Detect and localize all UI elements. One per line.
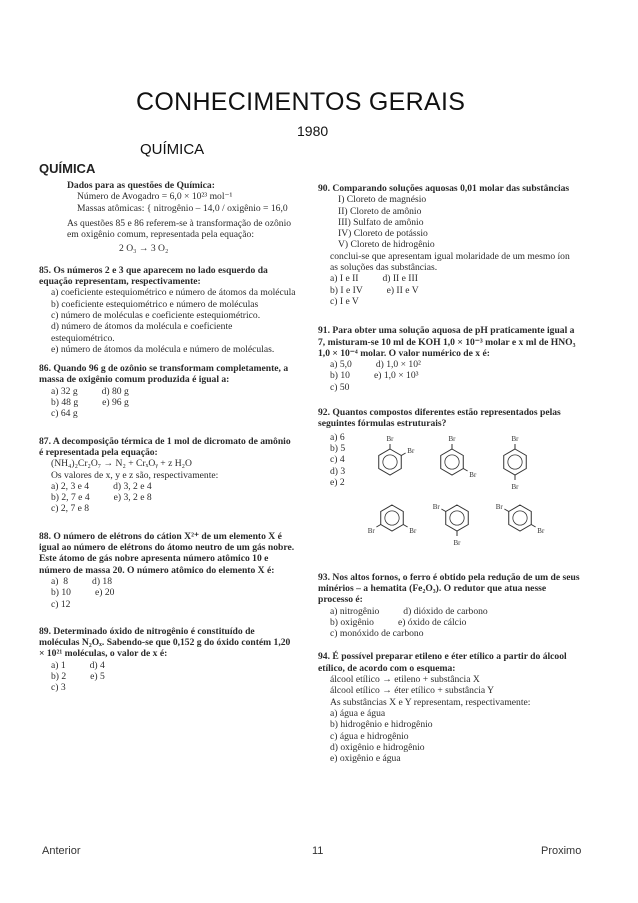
next-link[interactable]: Proximo [541,845,582,857]
question-85: 85. Os números 2 e 3 que aparecem no lado esquerdo da equação representam, respectivamente: [39,264,268,288]
q87-options-row2: b) 2, 7 e 4 e) 3, 2 e 8 [51,492,152,504]
page-number: 11 [312,845,324,857]
q94-option-b: b) hidrogênio e hidrogênio [330,719,433,731]
data-intro: Dados para as questões de Química: [67,180,215,191]
ozone-equation: 2 O₃ → 3 O₂ [119,243,169,255]
year-label: 1980 [297,123,329,139]
q90-options-row2: b) I e IV e) II e V [330,284,419,296]
q85-option-d: d) número de átomos da molécula e coeficiente estequiométrico. [51,321,233,344]
question-89: 89. Determinado óxido de nitrogênio é constituído de moléculas N₂Oₓ. Sabendo-se que 0,152 g do óxido contém 1,20 × 10²¹ moléculas, o valor de x é: [39,625,291,660]
dichromate-equation: (NH₄)₂Cr₂O₇ → N₂ + CrₓOᵧ + z H₂O [51,458,192,470]
q92-option-c: c) 4 [330,454,345,466]
q92-option-a: a) 6 [330,431,345,443]
q91-options-row3: c) 50 [330,381,350,393]
bromine-label: Br [537,526,545,535]
q88-options-row1: a) 8 d) 18 [51,575,113,587]
benzene-ring-2 [441,435,477,479]
question-90: 90. Comparando soluções aquosas 0,01 molar das substâncias [318,183,570,194]
q86-options-row1: a) 32 g d) 80 g [51,385,129,397]
bromine-label: Br [409,526,417,535]
bromine-label: Br [453,538,461,547]
q85-option-e: e) número de átomos da molécula e número de moléculas. [51,343,275,355]
q89-options-row1: a) 1 d) 4 [51,659,105,671]
q87-options-row3: c) 2, 7 e 8 [51,503,90,515]
q90-item-1: I) Cloreto de magnésio [338,194,427,206]
q94-scheme-2: álcool etílico → éter etílico + substância Y [330,685,495,697]
q85-option-a: a) coeficiente estequiométrico e número de átomos da molécula [51,287,296,299]
atomic-masses-line: Massas atômicas: { nitrogênio – 14,0 / oxigênio = 16,0 [77,202,288,214]
benzene-ring-3 [504,435,527,491]
structural-formulas [367,430,580,550]
page-title: CONHECIMENTOS GERAIS [136,88,466,116]
q93-options-row1: a) nitrogênio d) dióxido de carbono [330,605,488,617]
q89-options-row3: c) 3 [51,682,66,694]
bromine-label: Br [432,502,440,511]
question-87: 87. A decomposição térmica de 1 mol de dicromato de amônio é representada pela equação: [39,435,291,458]
q93-options-row3: c) monóxido de carbono [330,628,424,640]
q86-options-row2: b) 48 g e) 96 g [51,397,129,409]
q85-option-b: b) coeficiente estequiométrico e número de moléculas [51,298,259,310]
left-column [39,180,297,694]
q90-item-5: V) Cloreto de hidrogênio [338,239,435,251]
avogadro-line: Número de Avogadro = 6,0 × 10²³ mol⁻¹ [77,191,233,203]
bromine-label: Br [367,526,375,535]
q90-conclusion: conclui-se que apresentam igual molaridade de um mesmo íon as soluções das substâncias. [330,250,570,274]
question-92: 92. Quantos compostos diferentes estão representados pelas seguintes fórmulas estruturais? [318,407,561,430]
q85-option-c: c) número de moléculas e coeficiente estequiométrico. [51,309,261,321]
q94-option-a: a) água e água [330,707,386,719]
q92-option-e: e) 2 [330,476,345,488]
q93-options-row2: b) oxigênio e) óxido de cálcio [330,616,467,628]
question-88: 88. O número de elétrons do cátion X²⁺ de um elemento X é igual ao número de elétrons do átomo neutro de um gás nobre. Este átomo de gás nobre apresenta número atômico 10 e número de massa 20. O número atômico do elemento X é: [39,530,295,576]
q86-options-row3: c) 64 g [51,408,78,420]
benzene-ring-4 [368,505,417,535]
q94-scheme-1: álcool etílico → etileno + substância X [330,674,480,686]
section-heading: QUÍMICA [39,161,96,176]
benzene-ring-6 [496,503,545,535]
question-91: 91. Para obter uma solução aquosa de pH praticamente igual a 7, misturam-se 10 ml de KOH 1,0 × 10⁻³ molar e x ml de HNO₃ 1,0 × 10⁻⁴ molar. O valor numérico de x é: [318,325,576,359]
benzene-ring-1 [379,435,415,475]
q90-options-row1: a) I e II d) II e III [330,273,418,285]
q91-options-row2: b) 10 e) 1,0 × 10³ [330,370,419,382]
q87-prompt: Os valores de x, y e z são, respectivamente: [51,469,219,481]
q88-options-row3: c) 12 [51,598,71,610]
previous-link[interactable]: Anterior [42,845,81,857]
bromine-label: Br [495,502,503,511]
q90-item-2: II) Cloreto de amônio [338,205,422,217]
bromine-label: Br [386,434,394,443]
benzene-ring-5 [433,503,469,547]
q88-options-row2: b) 10 e) 20 [51,587,115,599]
question-94: 94. É possível preparar etileno e éter etílico a partir do álcool etílico, de acordo com o esquema: [318,651,567,674]
bromine-label: Br [469,470,477,479]
q89-options-row2: b) 2 e) 5 [51,670,105,682]
q90-item-4: IV) Cloreto de potássio [338,228,428,240]
q94-option-e: e) oxigênio e água [330,753,401,765]
q92-option-b: b) 5 [330,442,346,454]
q94-option-c: c) água e hidrogênio [330,730,409,742]
right-column [318,183,580,764]
q90-options-row3: c) I e V [330,295,359,307]
question-93: 93. Nos altos fornos, o ferro é obtido pela redução de um de seus minérios – a hematita (Fe₂O₃). O redutor que atua nesse processo é: [318,571,580,606]
intro-85-86: As questões 85 e 86 referem-se à transformação de ozônio em oxigênio comum, representada pela equação: [67,217,292,241]
q87-options-row1: a) 2, 3 e 4 d) 3, 2 e 4 [51,480,152,492]
bromine-label: Br [407,446,415,455]
subject-label: QUÍMICA [140,141,205,158]
q91-options-row1: a) 5,0 d) 1,0 × 10² [330,359,421,371]
q94-option-d: d) oxigênio e hidrogênio [330,741,425,753]
q90-item-3: III) Sulfato de amônio [338,216,424,228]
bromine-label: Br [511,482,519,491]
bromine-label: Br [511,434,519,443]
bromine-label: Br [448,434,456,443]
question-86: 86. Quando 96 g de ozônio se transformam completamente, a massa de oxigênio comum produzida é igual a: [39,363,289,386]
q92-option-d: d) 3 [330,465,346,477]
q92-block [318,430,580,548]
q94-prompt: As substâncias X e Y representam, respectivamente: [330,696,531,708]
